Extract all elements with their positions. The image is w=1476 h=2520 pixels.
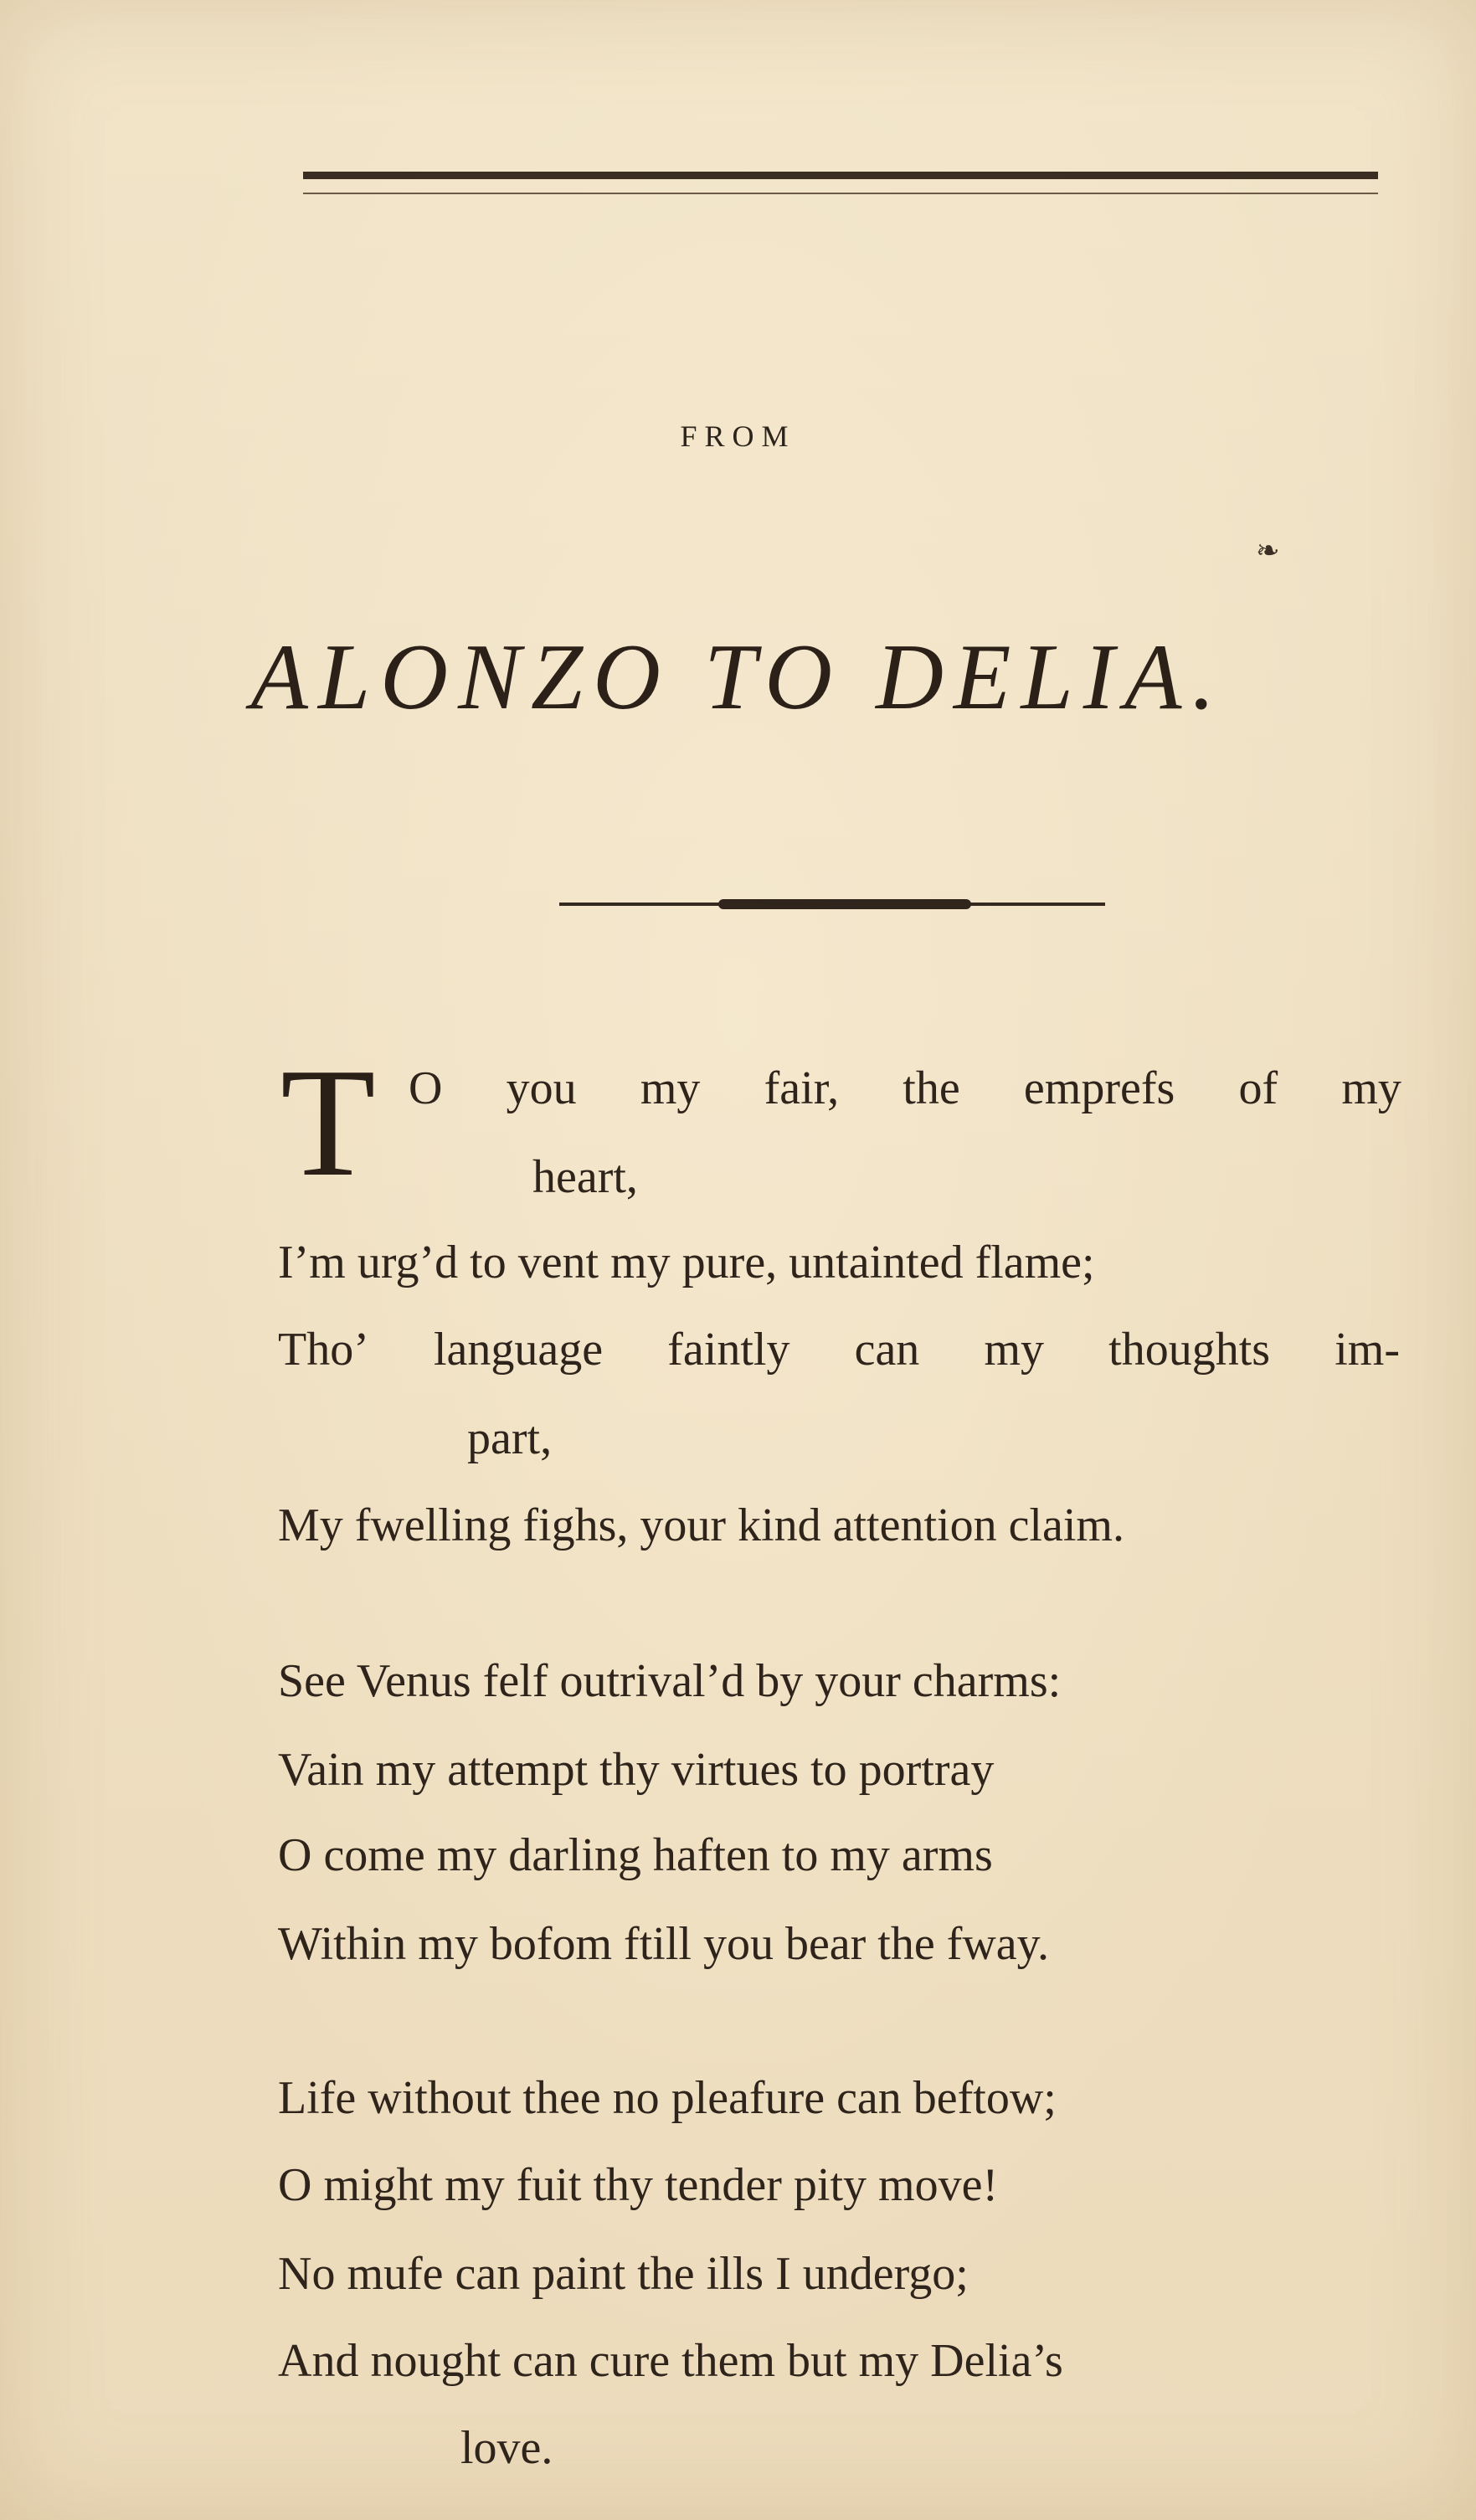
top-rule-thin — [303, 193, 1378, 194]
word: my — [984, 1324, 1045, 1376]
word: Tho’ — [278, 1324, 369, 1376]
word: faintly — [667, 1324, 790, 1376]
ornament-icon: ❧ — [1256, 534, 1280, 568]
top-rule-thick — [303, 172, 1378, 179]
stanza3-line3: No mufe can paint the ills I undergo; — [278, 2248, 969, 2300]
word: my — [640, 1062, 701, 1114]
word: O — [409, 1062, 443, 1114]
stanza1-line4: My fwelling fighs, your kind attention claim. — [278, 1499, 1124, 1551]
word: you — [506, 1062, 577, 1114]
word: emprefs — [1023, 1062, 1175, 1114]
stanza1-line3 — [278, 1324, 1400, 1376]
word: the — [903, 1062, 960, 1114]
word: of — [1238, 1062, 1278, 1114]
poem-title: ALONZO TO DELIA. — [250, 625, 1226, 729]
stanza2-line3: O come my darling haften to my arms — [278, 1829, 993, 1881]
stanza3-line2: O might my fuit thy tender pity move! — [278, 2159, 999, 2211]
word: language — [434, 1324, 604, 1376]
stanza2-line2: Vain my attempt thy virtues to portray — [278, 1744, 995, 1796]
stanza2-line4: Within my bofom ftill you bear the fway. — [278, 1918, 1050, 1970]
stanza1-line1-continuation: heart, — [532, 1151, 638, 1203]
stanza3-line4: And nought can cure them but my Delia’s — [278, 2335, 1063, 2387]
stanza1-line1 — [409, 1062, 1401, 1114]
word: my — [1341, 1062, 1401, 1114]
drop-cap: T — [280, 1036, 376, 1209]
word: im- — [1335, 1324, 1400, 1376]
divider-rule-center — [718, 899, 971, 909]
heading-from: FROM — [680, 419, 796, 453]
stanza1-line2: I’m urg’d to vent my pure, untainted flame; — [278, 1237, 1095, 1288]
word: fair, — [764, 1062, 840, 1114]
stanza2-line1: See Venus felf outrival’d by your charms: — [278, 1655, 1062, 1707]
word: can — [854, 1324, 920, 1376]
stanza3-line4-continuation: love. — [460, 2422, 553, 2474]
word: thoughts — [1108, 1324, 1271, 1376]
stanza3-line1: Life without thee no pleafure can beftow; — [278, 2072, 1057, 2124]
stanza1-line3-continuation: part, — [467, 1412, 553, 1464]
